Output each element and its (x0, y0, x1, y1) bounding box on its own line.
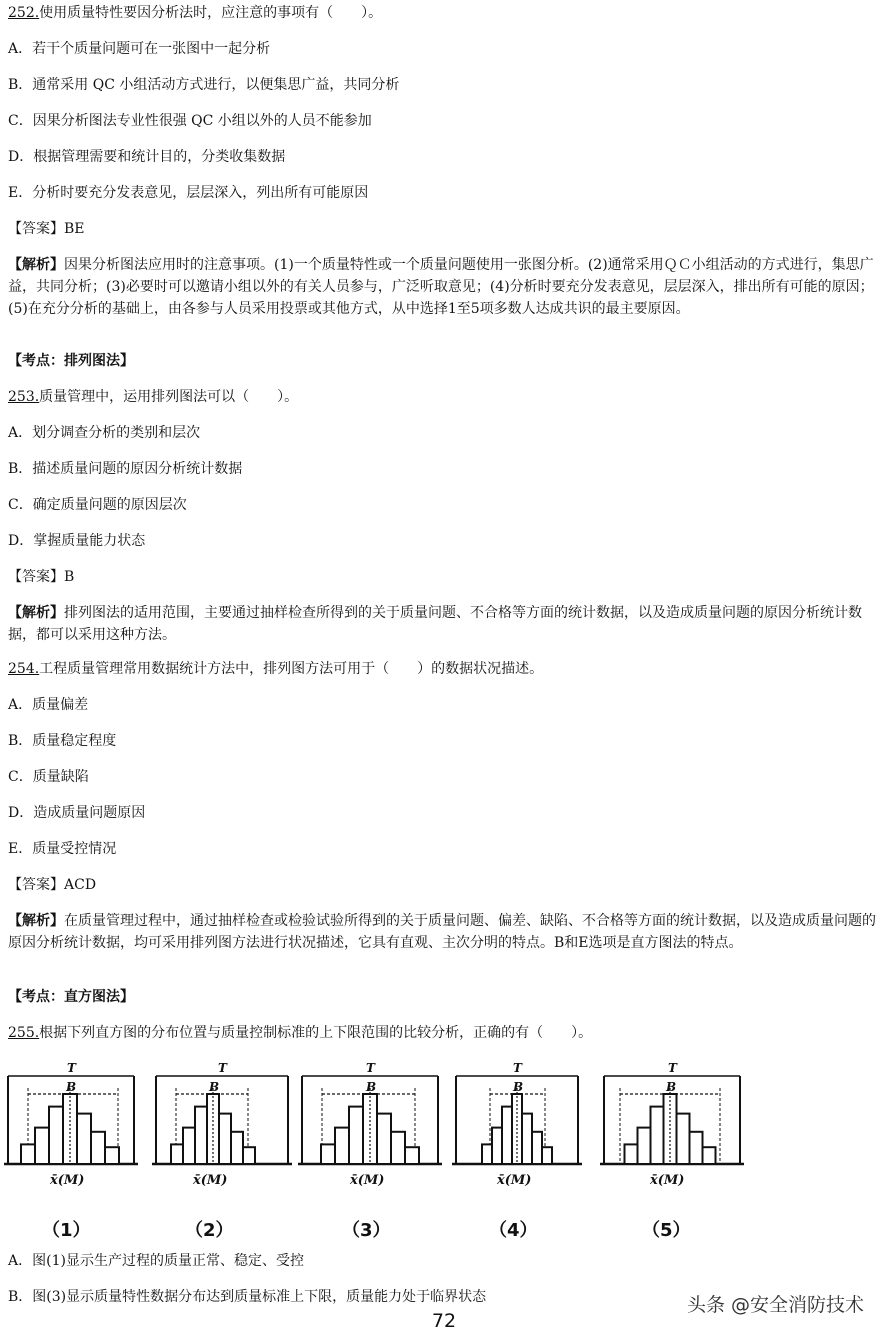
t-label: T (668, 1061, 677, 1075)
histogram-bar (638, 1128, 651, 1164)
option-c: C．确定质量问题的原因层次 (8, 497, 187, 513)
histogram-bar (377, 1114, 391, 1164)
option-c: C．质量缺陷 (8, 769, 89, 785)
figure-caption: （5） (642, 1220, 691, 1241)
histogram-bar (677, 1114, 690, 1164)
option-a: A．图(1)显示生产过程的质量正常、稳定、受控 (8, 1253, 304, 1269)
analysis: 【解析】在质量管理过程中，通过抽样检查或检验试验所得到的关于质量问题、偏差、缺陷、不合格等方面的统计数据，以及造成质量问题的原因分析统计数据，均可采用排列图方法进行状况描述，它具有直观、主次分明的特点。B和E选项是直方图法的特点。 (8, 913, 876, 951)
histogram-bar (195, 1107, 207, 1164)
t-label: T (67, 1061, 76, 1075)
histogram-figure (600, 1061, 744, 1241)
option-d: D．掌握质量能力状态 (8, 533, 146, 549)
page-number: 72 (431, 1310, 457, 1332)
option-b: B．通常采用 QC 小组活动方式进行，以便集思广益，共同分析 (8, 77, 400, 93)
histogram-bar (405, 1147, 419, 1164)
histogram-bar (690, 1132, 703, 1164)
x-mean-label: x̄(M) (193, 1173, 228, 1188)
answer: 【答案】B (8, 569, 75, 585)
histogram-bar (21, 1144, 35, 1164)
question-252-stem: 252.使用质量特性要因分析法时，应注意的事项有（ ）。 (8, 5, 383, 21)
figure-caption: （4） (489, 1220, 538, 1241)
question-number: 253. (8, 389, 40, 405)
question-number: 254. (8, 661, 40, 677)
histogram-bar (651, 1107, 664, 1164)
option-b: B．质量稳定程度 (8, 733, 117, 749)
option-a: A．若干个质量问题可在一张图中一起分析 (8, 41, 271, 57)
histogram-bar (171, 1144, 183, 1164)
option-d: D．根据管理需要和统计目的，分类收集数据 (8, 149, 286, 165)
histogram-bar (321, 1144, 335, 1164)
t-label: T (366, 1061, 375, 1075)
figure-caption: （1） (42, 1220, 91, 1241)
analysis: 【解析】排列图法的适用范围，主要通过抽样检查所得到的关于质量问题、不合格等方面的统计数据，以及造成质量问题的原因分析统计数据，都可以采用这种方法。 (8, 605, 862, 643)
option-d: D．造成质量问题原因 (8, 805, 146, 821)
analysis: 【解析】因果分析图法应用时的注意事项。(1)一个质量特性或一个质量问题使用一张图分析。(2)通常采用ＱＣ小组活动的方式进行，集思广益，共同分析；(3)必要时可以邀请小组以外的有关人员参与，广泛听取意见；(4)分析时要充分发表意见，层层深入，排出所有可能的原因；(5)在充分分析的基础上，由各参与人员采用投票或其他方式，从中选择1至5项多数人达成共识的最主要原因。 (8, 257, 874, 317)
histogram-bar (105, 1147, 119, 1164)
histogram-bar (231, 1132, 243, 1164)
option-a: A．质量偏差 (8, 697, 89, 713)
histogram-bar (703, 1147, 716, 1164)
question-number: 255. (8, 1025, 40, 1041)
t-label: T (218, 1061, 227, 1075)
histogram-bar (492, 1128, 502, 1164)
b-label: B (666, 1080, 677, 1094)
histogram-figure (452, 1061, 582, 1241)
question-254-stem: 254.工程质量管理常用数据统计方法中，排列图方法可用于（ ）的数据状况描述。 (8, 661, 544, 677)
histogram-bar (35, 1128, 49, 1164)
b-label: B (366, 1080, 377, 1094)
option-b: B．图(3)显示质量特性数据分布达到质量标准上下限，质量能力处于临界状态 (8, 1289, 487, 1305)
histogram-bar (502, 1107, 512, 1164)
histogram-bar (625, 1144, 638, 1164)
option-a: A．划分调查分析的类别和层次 (8, 425, 201, 441)
histogram-bar (391, 1132, 405, 1164)
answer: 【答案】BE (8, 221, 85, 237)
histogram-bar (532, 1132, 542, 1164)
question-number: 252. (8, 5, 40, 21)
option-b: B．描述质量问题的原因分析统计数据 (8, 461, 243, 477)
histogram-bar (482, 1144, 492, 1164)
b-label: B (66, 1080, 77, 1094)
b-label: B (209, 1080, 220, 1094)
answer: 【答案】ACD (8, 877, 97, 893)
histogram-figures (0, 1058, 888, 1248)
histogram-bar (349, 1107, 363, 1164)
x-mean-label: x̄(M) (50, 1173, 85, 1188)
watermark: 头条 @安全消防技术 (686, 1294, 864, 1316)
histogram-figure (152, 1061, 292, 1241)
x-mean-label: x̄(M) (497, 1173, 532, 1188)
figure-caption: （3） (342, 1220, 391, 1241)
histogram-figure (298, 1061, 442, 1241)
figure-caption: （2） (185, 1220, 234, 1241)
histogram-bar (219, 1114, 231, 1164)
histogram-bar (49, 1107, 63, 1164)
x-mean-label: x̄(M) (350, 1173, 385, 1188)
histogram-bar (335, 1128, 349, 1164)
t-label: T (513, 1061, 522, 1075)
histogram-bar (542, 1147, 552, 1164)
b-label: B (513, 1080, 524, 1094)
topic-heading: 【考点：排列图法】 (8, 353, 134, 369)
histogram-figure (4, 1061, 138, 1241)
question-255-stem: 255.根据下列直方图的分布位置与质量控制标准的上下限范围的比较分析，正确的有（ ）。 (8, 1025, 593, 1041)
histogram-bar (91, 1132, 105, 1164)
question-253-stem: 253.质量管理中，运用排列图法可以（ ）。 (8, 389, 299, 405)
option-c: C．因果分析图法专业性很强 QC 小组以外的人员不能参加 (8, 113, 372, 129)
histogram-bar (183, 1128, 195, 1164)
option-e: E．质量受控情况 (8, 841, 117, 857)
topic-heading: 【考点：直方图法】 (8, 989, 134, 1005)
histogram-bar (77, 1114, 91, 1164)
histogram-bar (243, 1147, 255, 1164)
option-e: E．分析时要充分发表意见，层层深入，列出所有可能原因 (8, 185, 369, 201)
histogram-bar (522, 1114, 532, 1164)
x-mean-label: x̄(M) (650, 1173, 685, 1188)
